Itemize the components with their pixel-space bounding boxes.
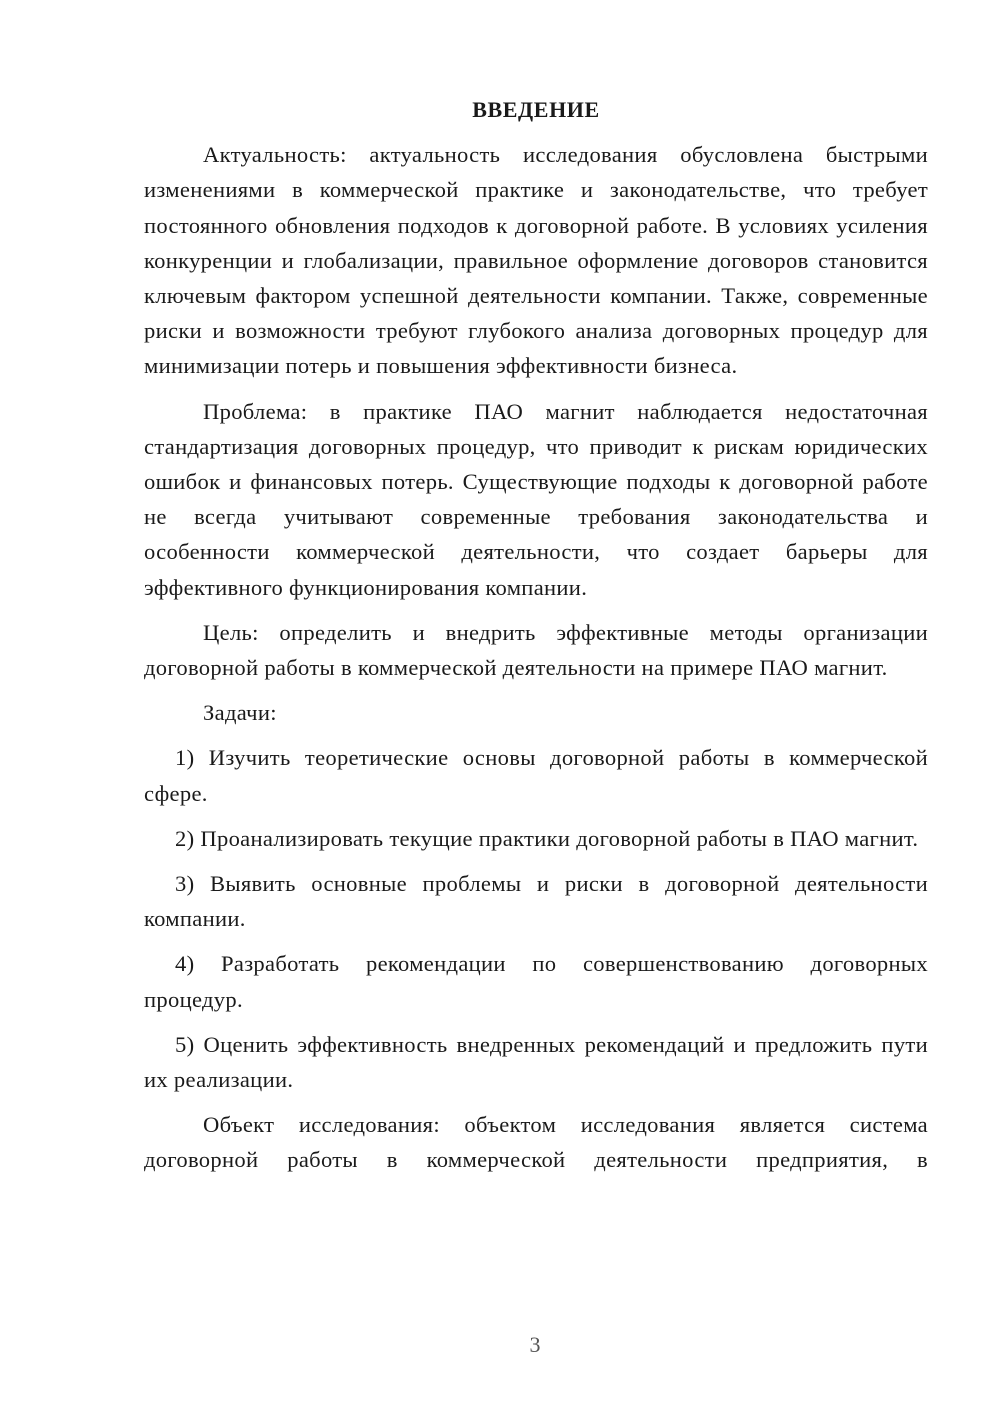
task-item-3: 3) Выявить основные проблемы и риски в договорной деятельности компании. [144, 871, 928, 932]
paragraph-tasks-heading: Задачи: [203, 700, 277, 726]
paragraph-problem: Проблема: в практике ПАО магнит наблюдается недостаточная стандартизация договорных процедур, что приводит к рискам юридических ошибок и финансовых потерь. Существующие подходы к договорной работе не всегда учитывают современные требования законодательства и особенности коммерческой деятельности, что создает барьеры для эффективного функционирования компании. [144, 398, 928, 600]
paragraph-goal: Цель: определить и внедрить эффективные методы организации договорной работы в коммерческой деятельности на примере ПАО магнит. [144, 619, 928, 681]
page-body [144, 92, 928, 1188]
task-item-1: 1) Изучить теоретические основы договорной работы в коммерческой сфере. [144, 745, 928, 806]
section-title: ВВЕДЕНИЕ [472, 97, 600, 122]
task-item-4: 4) Разработать рекомендации по совершенствованию договорных процедур. [144, 951, 928, 1012]
paragraph-relevance: Актуальность: актуальность исследования обусловлена быстрыми изменениями в коммерческой практике и законодательстве, что требует постоянного обновления подходов к договорной работе. В условиях усиления конкуренции и глобализации, правильное оформление договоров становится ключевым фактором успешной деятельности компании. Также, современные риски и возможности требуют глубокого анализа договорных процедур для минимизации потерь и повышения эффективности бизнеса. [144, 142, 928, 379]
task-item-5: 5) Оценить эффективность внедренных рекомендаций и предложить пути их реализации. [144, 1031, 928, 1093]
paragraph-object: Объект исследования: объектом исследования является система договорной работы в коммерческой деятельности предприятия, в [144, 1112, 928, 1173]
page-number: 3 [529, 1332, 541, 1357]
task-item-2: 2) Проанализировать текущие практики договорной работы в ПАО магнит. [175, 825, 919, 851]
